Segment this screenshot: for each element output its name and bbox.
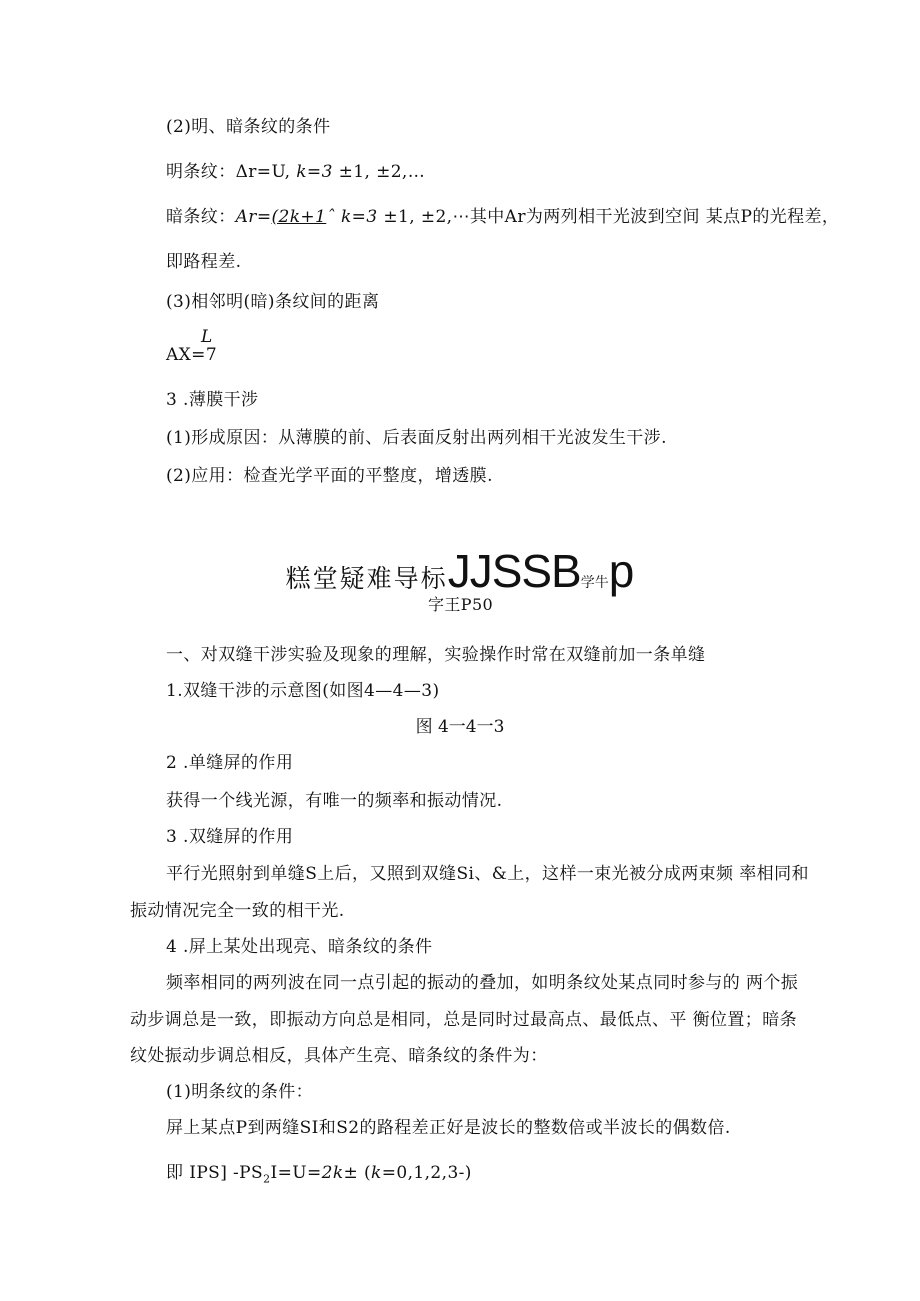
condition-heading: (2)明、暗条纹的条件 bbox=[166, 117, 331, 137]
banner-letters: JJSSB bbox=[447, 545, 581, 597]
bright-fringe-line bbox=[166, 162, 425, 182]
dark-fringe-label: 暗条纹： bbox=[166, 207, 236, 227]
diagram-caption-line: 1.双缝干涉的示意图(如图4—4—3) bbox=[166, 681, 440, 701]
bright-condition-text: 屏上某点P到两缝SI和S2的路程差正好是波长的整数倍或半波长的偶数倍. bbox=[166, 1118, 731, 1138]
figure-label: 图 4一4一3 bbox=[415, 717, 505, 737]
section-title: 一、对双缝干涉实验及现象的理解，实验操作时常在双缝前加一条单缝 bbox=[166, 645, 706, 665]
formula-subscript: 2 bbox=[263, 1172, 271, 1186]
bright-fringe-range: ±1, ±2,… bbox=[332, 162, 426, 182]
formula-part-a: 即 IPS] -PS bbox=[166, 1163, 264, 1183]
banner-small: 学牛 bbox=[580, 575, 609, 591]
formula-part-d: 2k± bbox=[321, 1163, 359, 1183]
formula-part-c: I=U= bbox=[270, 1163, 322, 1183]
fringe-spacing-formula: AX=7 bbox=[166, 345, 218, 365]
bright-fringe-k: k=3 bbox=[296, 162, 333, 182]
thin-film-cause: (1)形成原因：从薄膜的前、后表面反射出两列相干光波发生干涉. bbox=[166, 428, 667, 448]
single-slit-heading: 2 .单缝屏的作用 bbox=[166, 753, 294, 773]
dark-fringe-formula: (2k+1 bbox=[271, 207, 327, 227]
fringe-condition-heading: 4 .屏上某处出现亮、暗条纹的条件 bbox=[166, 937, 433, 957]
fraction-numerator: L bbox=[201, 327, 213, 347]
single-slit-text: 获得一个线光源，有唯一的频率和振动情况. bbox=[166, 791, 503, 811]
dark-fringe-line bbox=[166, 207, 839, 227]
path-difference-line: 即路程差. bbox=[166, 252, 242, 272]
fringe-spacing-heading: (3)相邻明(暗)条纹间的距离 bbox=[166, 292, 380, 312]
section-banner bbox=[0, 544, 920, 598]
bright-condition-formula bbox=[166, 1163, 472, 1189]
dark-fringe-ar: Ar= bbox=[235, 207, 272, 227]
formula-part-e: ( bbox=[358, 1163, 372, 1183]
banner-p: p bbox=[608, 545, 635, 597]
double-slit-text-2: 振动情况完全一致的相干光. bbox=[130, 901, 345, 921]
dark-fringe-k: ˆ k=3 bbox=[326, 207, 378, 227]
formula-part-f: k bbox=[371, 1163, 382, 1183]
bright-fringe-text: 明条纹：Δr=U, bbox=[166, 162, 297, 182]
dark-fringe-rest: ±1, ±2,⋯其中Ar为两列相干光波到空间 某点P的光程差， bbox=[377, 207, 840, 227]
banner-chinese: 糕堂疑难导标 bbox=[285, 564, 448, 593]
fringe-condition-text-2: 动步调总是一致，即振动方向总是相同，总是同时过最高点、最低点、平 衡位置；暗条 bbox=[130, 1010, 798, 1030]
double-slit-heading: 3 .双缝屏的作用 bbox=[166, 827, 294, 847]
fringe-condition-text-3: 纹处振动步调总相反，具体产生亮、暗条纹的条件为： bbox=[130, 1046, 548, 1066]
formula-part-g: =0,1,2,3-) bbox=[381, 1163, 472, 1183]
thin-film-heading: 3 .薄膜干涉 bbox=[166, 390, 259, 410]
banner-subtitle: 字王P50 bbox=[428, 595, 494, 614]
thin-film-application: (2)应用：检查光学平面的平整度，增透膜. bbox=[166, 466, 493, 486]
double-slit-text-1: 平行光照射到单缝S上后，又照到双缝Si、&上，这样一束光被分成两束频 率相同和 bbox=[166, 864, 809, 884]
fringe-condition-text-1: 频率相同的两列波在同一点引起的振动的叠加，如明条纹处某点同时参与的 两个振 bbox=[166, 973, 799, 993]
bright-condition-heading: (1)明条纹的条件： bbox=[166, 1082, 314, 1102]
